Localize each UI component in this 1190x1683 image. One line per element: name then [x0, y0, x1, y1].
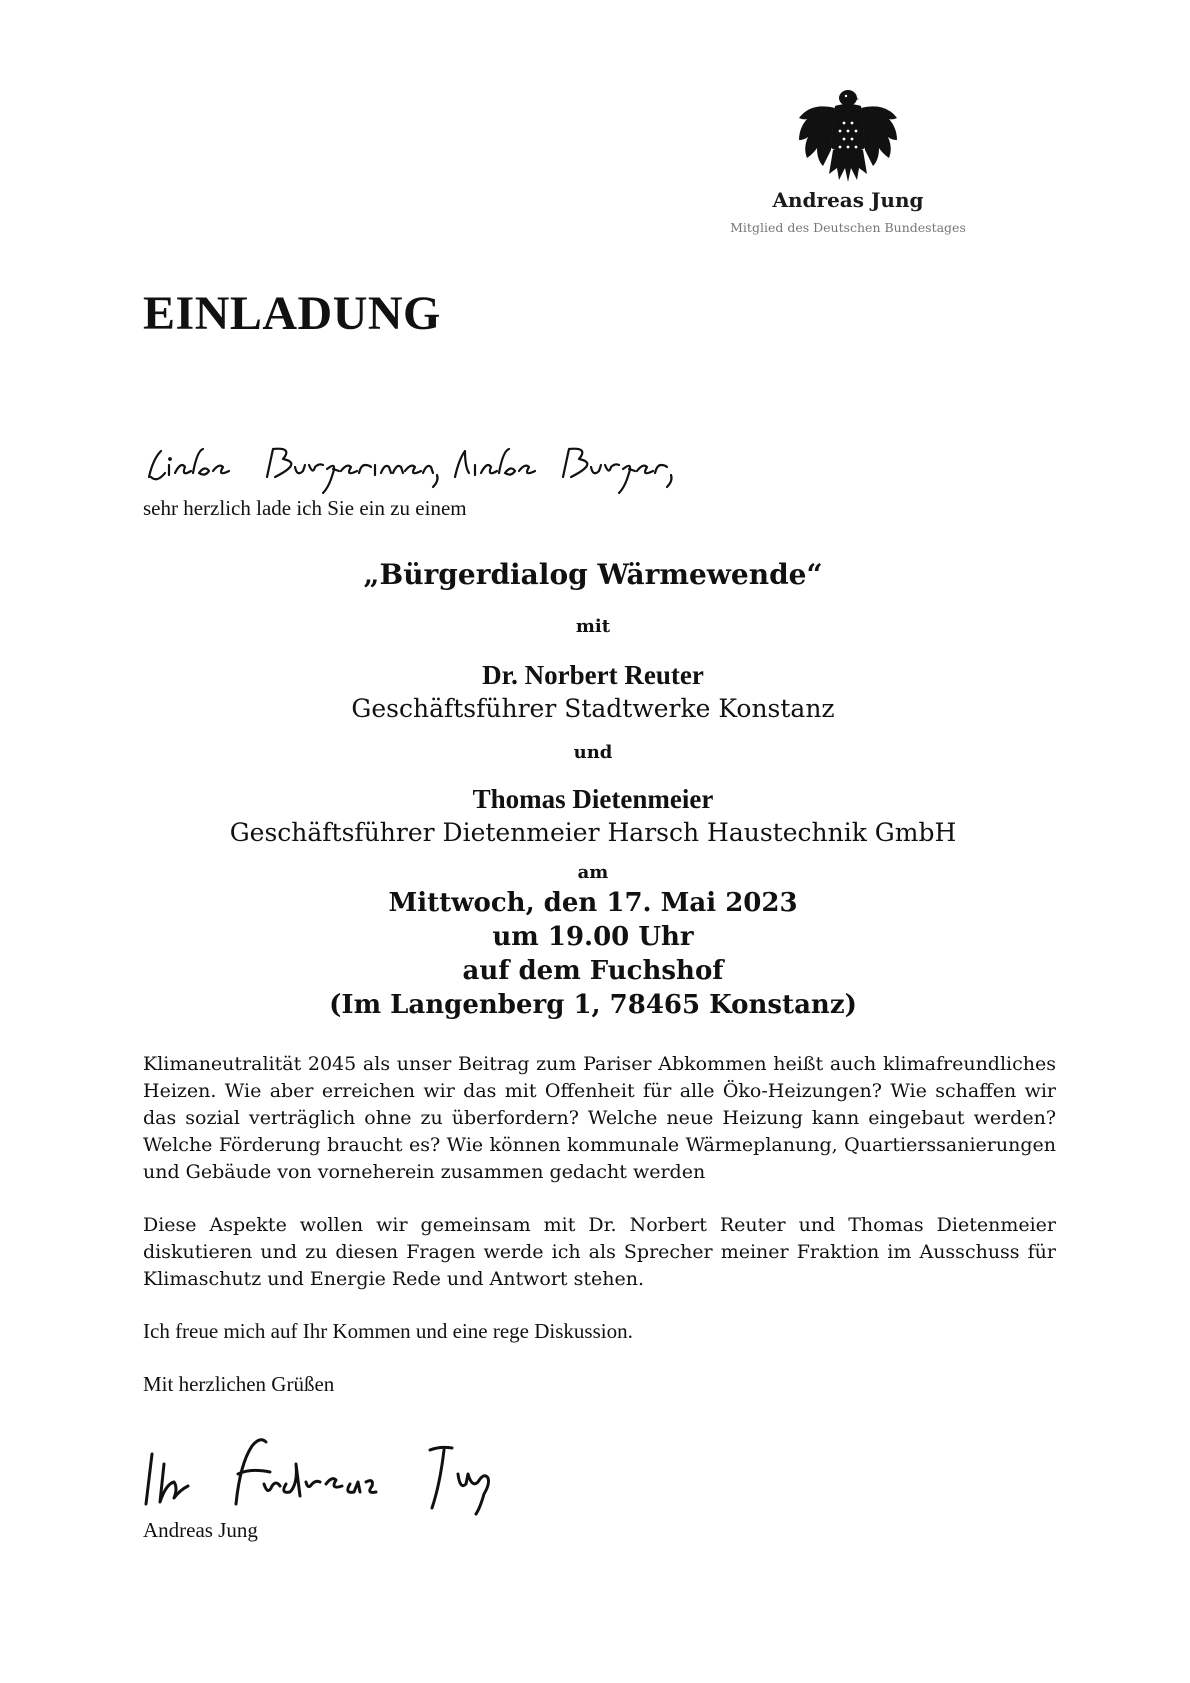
event-date: Mittwoch, den 17. Mai 2023 — [388, 888, 798, 918]
event-time: um 19.00 Uhr — [492, 922, 694, 952]
speaker1-name: Dr. Norbert Reuter — [482, 660, 704, 690]
closing-text: Mit herzlichen Grüßen — [143, 1372, 335, 1396]
speaker1-role: Geschäftsführer Stadtwerke Konstanz — [351, 694, 835, 723]
letterhead-role: Mitglied des Deutschen Bundestages — [730, 220, 966, 235]
signer-name: Andreas Jung — [143, 1518, 258, 1542]
body-paragraph-3: Ich freue mich auf Ihr Kommen und eine rege Diskussion. — [143, 1319, 633, 1343]
body-paragraph-1: Klimaneutralität 2045 als unser Beitrag zum Pariser Abkommen heißt auch klimafreundliches Heizen. Wie aber erreichen wir das mit Offenheit für alle Öko-Heizungen? Wie schaffen wir das sozial verträglich ohne zu überfordern? Welche neue Heizung kann eingebaut werden? Welche Förderung braucht es? Wie können kommunale Wärmeplanung, Quartierssanierungen und Gebäude von vorneherein zusammen gedacht werden — [143, 1053, 1056, 1183]
connector-on: am — [577, 862, 609, 883]
event-venue: auf dem Fuchshof — [462, 956, 724, 986]
intro-text: sehr herzlich lade ich Sie ein zu einem — [143, 496, 467, 520]
body-paragraph-2: Diese Aspekte wollen wir gemeinsam mit Dr. Norbert Reuter und Thomas Dietenmeier diskutieren und zu diesen Fragen werde ich als Sprecher meiner Fraktion im Ausschuss für Klimaschutz und Energie Rede und Antwort stehen. — [143, 1214, 1056, 1290]
letterhead — [718, 88, 978, 235]
connector-and: und — [573, 742, 613, 763]
handwritten-salutation — [143, 437, 703, 499]
signature-image — [140, 1424, 550, 1520]
event-title: „Bürgerdialog Wärmewende“ — [363, 558, 823, 591]
speaker2-name: Thomas Dietenmeier — [472, 784, 714, 814]
event-address: (Im Langenberg 1, 78465 Konstanz) — [329, 990, 857, 1020]
speaker2-role: Geschäftsführer Dietenmeier Harsch Haustechnik GmbH — [229, 818, 957, 847]
letterhead-name: Andreas Jung — [772, 188, 924, 212]
handwritten-signature — [140, 1424, 550, 1520]
connector-with: mit — [575, 616, 611, 637]
bundestag-eagle-logo — [793, 88, 903, 184]
handwritten-salutation-image — [143, 437, 703, 499]
page-title: EINLADUNG — [143, 287, 441, 340]
